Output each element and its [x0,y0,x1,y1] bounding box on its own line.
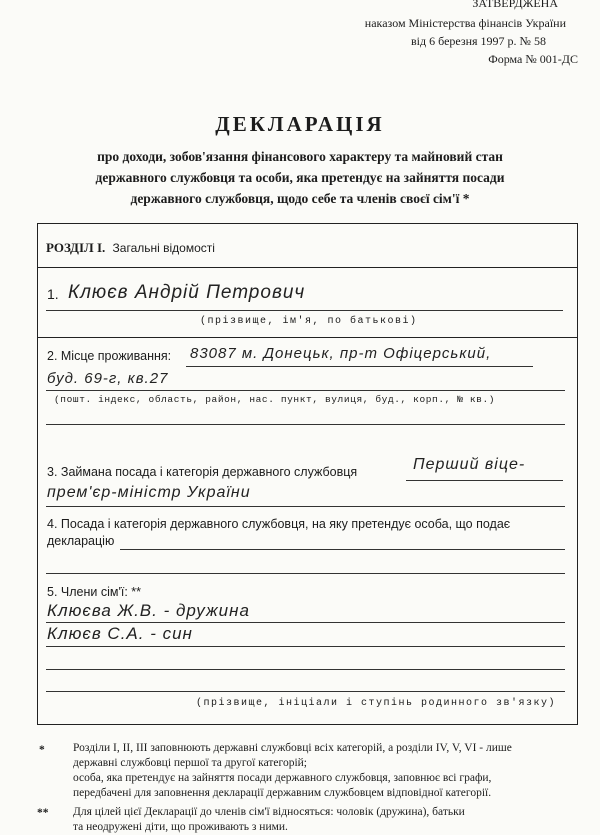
footnote1-marker: * [39,744,45,756]
document-subtitle [40,146,560,209]
footnote1-text [73,741,583,801]
item1-divider [38,337,577,338]
item2-line2 [46,390,565,391]
item3-position-line2: прем'єр-міністр України [47,484,251,501]
item3-line1 [406,480,563,481]
item5-line2 [46,646,565,647]
footnote2-marker: ** [37,807,49,819]
item5-line3 [46,669,565,670]
form-number: Форма № 001-ДС [488,52,578,66]
item3-line2 [46,506,565,507]
subtitle-line: державного службовця та особи, яка претендує на зайняття посади [95,170,505,185]
family-member-2: Клюєв С.А. - син [47,624,193,643]
footnote1-line: передбачені для заповнення декларації державним службовцем відповідної категорії. [73,787,492,799]
item5-label: 5. Члени сім'ї: ** [47,585,141,599]
item1-number: 1. [47,286,59,302]
footnote2-text [73,805,583,835]
item2-line1 [186,366,533,367]
family-member-1: Клюєва Ж.В. - дружина [47,601,250,620]
item1-name-value: Клюєв Андрій Петрович [68,282,306,303]
item3-label: 3. Займана посада і категорія державного службовця [47,465,358,479]
approved-label: ЗАТВЕРДЖЕНА [472,0,558,10]
item2-address-line2: буд. 69-г, кв.27 [47,370,169,387]
footnote2-line: та неодружені діти, що проживають з ними. [73,821,288,833]
item2-address-line1: 83087 м. Донецьк, пр-т Офіцерський, [190,345,492,362]
item4-line1 [120,549,565,550]
section1-frame [37,223,578,725]
footnote1-line: Розділи І, ІІ, ІІІ заповнюють державні службовці всіх категорій, а розділи IV, V, VI - лише [73,742,512,754]
approval-order: наказом Міністерства фінансів України [364,16,566,30]
item1-caption: (прізвище, ім'я, по батькові) [200,316,418,327]
heading-divider [38,267,577,268]
footnote1-line: особа, яка претендує на зайняття посади державного службовця, заповнює всі графи, [73,772,492,784]
item4-line2 [46,573,565,574]
item2-label: 2. Місце проживання: [47,349,172,363]
document-title: ДЕКЛАРАЦІЯ [215,112,385,136]
item4-label-line2: декларацію [47,534,115,548]
subtitle-line: про доходи, зобов'язання фінансового характеру та майновий стан [97,149,503,164]
item2-line3 [46,424,565,425]
footnote2-line: Для цілей цієї Декларації до членів сім'ї відносяться: чоловік (дружина), батьки [73,806,465,818]
item3-position-line1: Перший віце- [413,456,526,473]
item5-line4 [46,691,565,692]
subtitle-line: державного службовця, щодо себе та членів своєї сім'ї * [130,191,470,206]
section1-heading [46,240,215,256]
section1-heading-number: РОЗДІЛ І. [46,240,106,255]
item2-caption: (пошт. індекс, область, район, нас. пункт, вулиця, буд., корп., № кв.) [54,394,496,405]
item5-caption: (прізвище, ініціали і ступінь родинного зв'язку) [196,698,557,709]
approval-date: від 6 березня 1997 р. № 58 [411,34,546,48]
item1-line [46,310,563,311]
item5-line1 [46,622,565,623]
section1-heading-text: Загальні відомості [112,241,215,255]
item4-label-line1: 4. Посада і категорія державного службовця, на яку претендує особа, що подає [47,517,511,531]
footnote1-line: державні службовці першої та другої категорій; [73,757,308,769]
